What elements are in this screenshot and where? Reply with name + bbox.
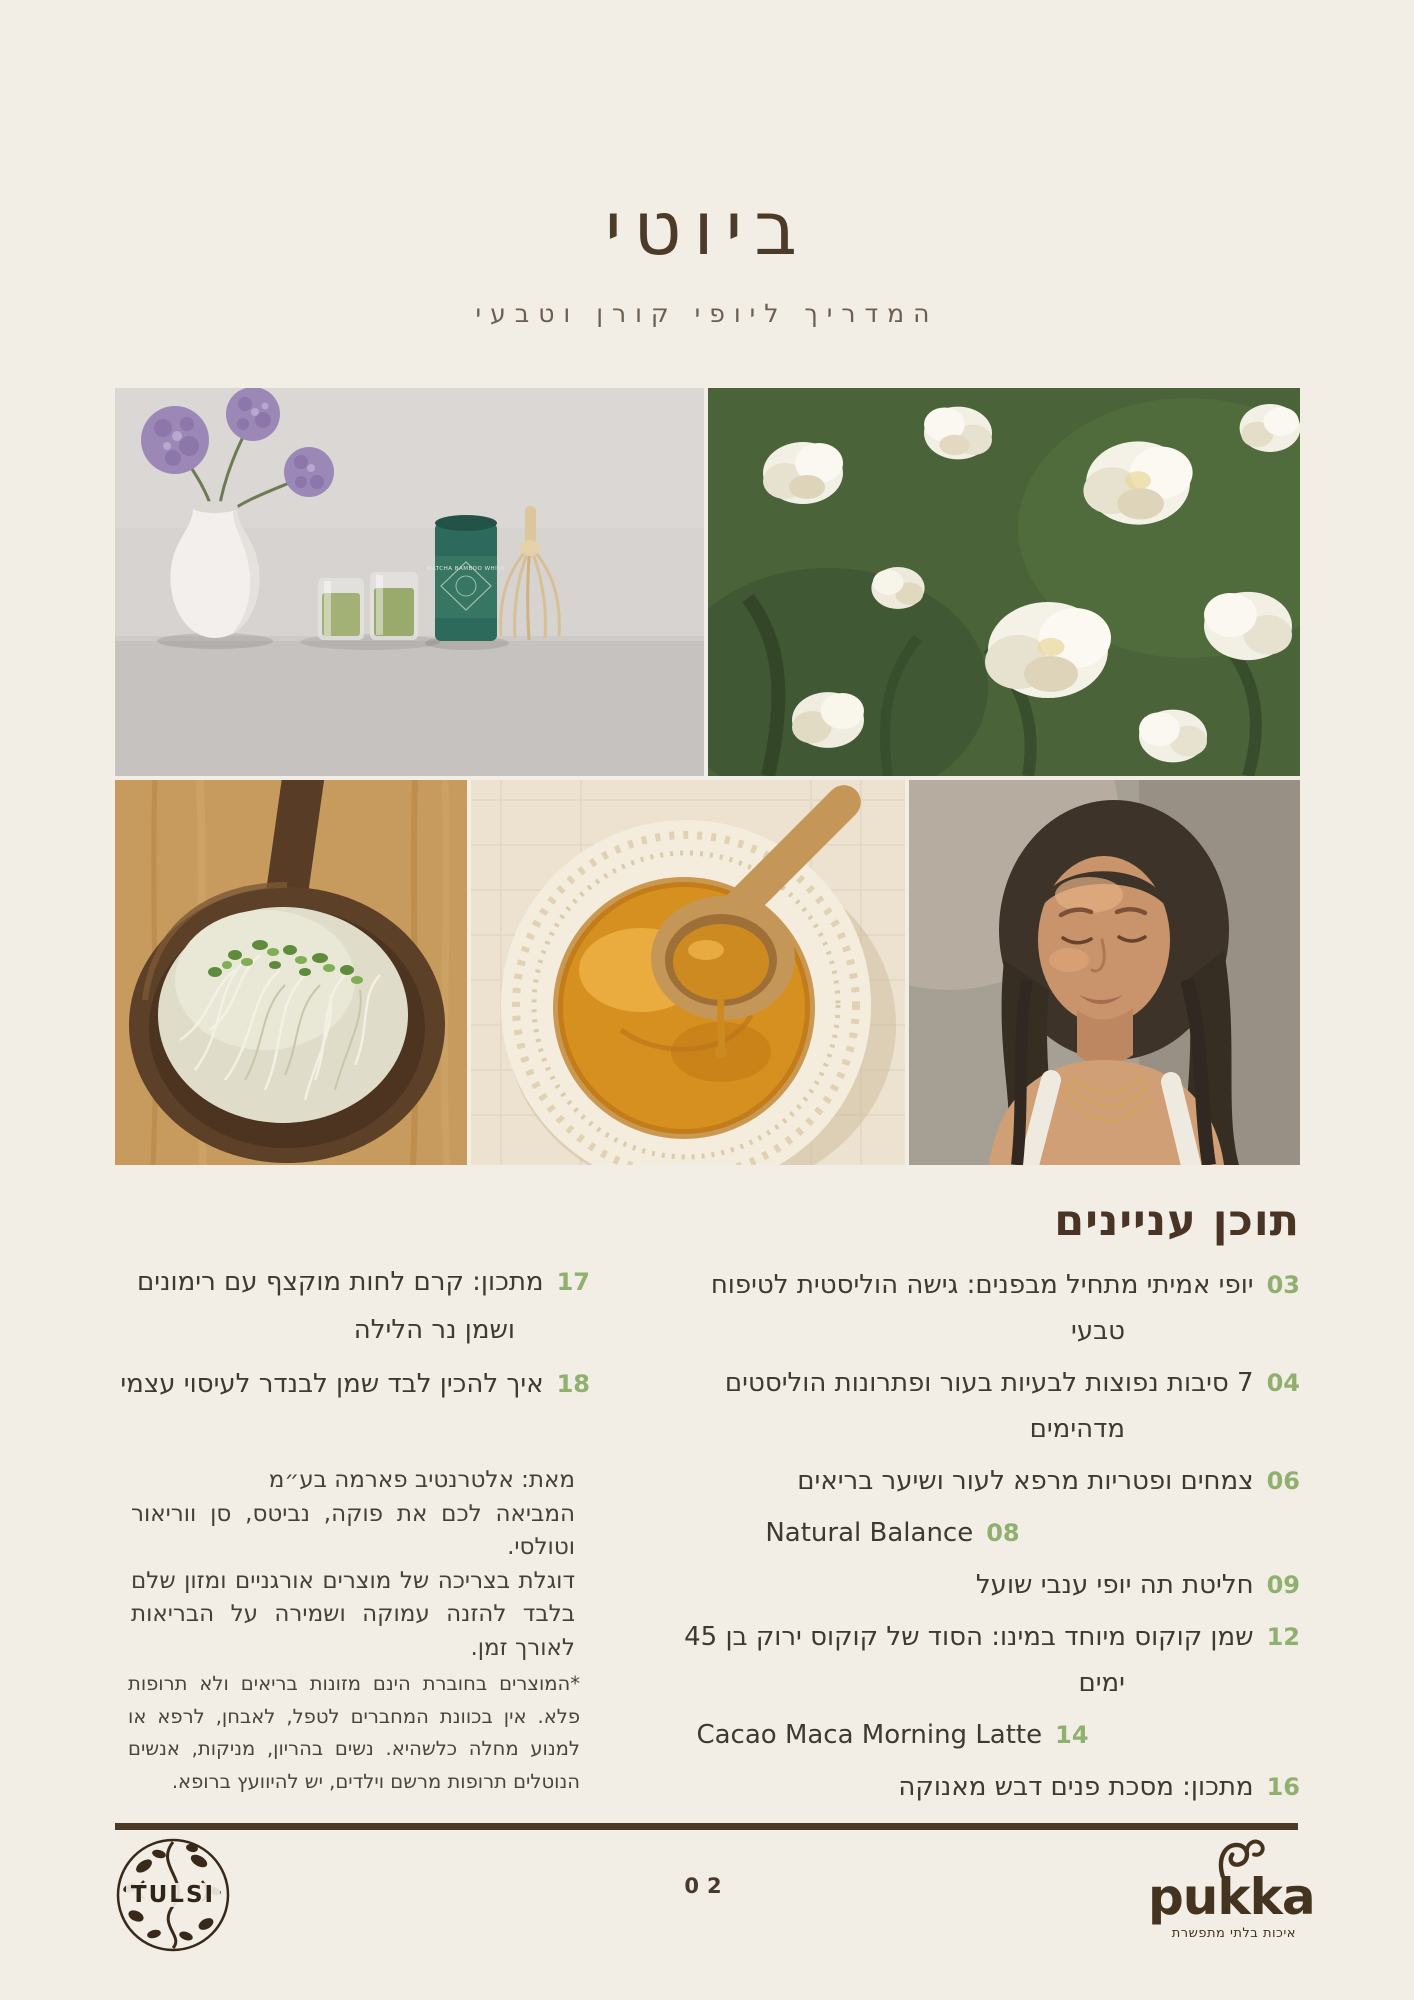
- toc-entry-text: מתכון: מסכת פנים דבש מאנוקה: [898, 1772, 1254, 1802]
- page-number: 02: [684, 1874, 730, 1898]
- toc-entry: [660, 1262, 1300, 1354]
- toc-entry: [660, 1764, 1300, 1810]
- byline: מאת: אלטרנטיב פארמה בע״מ: [268, 1467, 575, 1493]
- toc-entry: [108, 1258, 590, 1354]
- page-title: ביוטי: [604, 186, 810, 272]
- honey-illustration: [471, 780, 905, 1165]
- toc-right-column: [660, 1262, 1300, 1816]
- woman-illustration: [909, 780, 1300, 1165]
- matcha-tin: [427, 515, 506, 641]
- photo-white-tulips: [708, 388, 1300, 776]
- toc-entry-text: Cacao Maca Morning Latte: [696, 1720, 1043, 1750]
- health-disclaimer: *המוצרים בחוברת הינם מזונות בריאים ולא תרופות פלא. אין בכוונת המחברים לטפל, לאבחן, לרפא או למנוע מחלה כלשהיא. נשים בהריון, מניקות, אנשים הנוטלים תרופות מרשם וילדים, יש להיוועץ ברופא.: [128, 1672, 580, 1793]
- toc-entry-text: חליטת תה יופי ענבי שועל: [975, 1570, 1254, 1600]
- toc-entry-text: איך להכין לבד שמן לבנדר לעיסוי עצמי: [120, 1369, 544, 1399]
- credits-line: המביאה לכם את פוקה, נביטס, סן ווריאור וטולסי.: [131, 1500, 575, 1560]
- toc-entry-number: 08: [986, 1519, 1020, 1547]
- publisher-credits: [131, 1464, 575, 1665]
- toc-entry-number: 09: [1266, 1571, 1300, 1599]
- toc-entry-text: Natural Balance: [765, 1518, 974, 1548]
- footer-divider: [115, 1823, 1298, 1830]
- toc-entry-text: צמחים ופטריות מרפא לעור ושיער בריאים: [797, 1466, 1254, 1496]
- toc-entry-number: 12: [1266, 1623, 1300, 1651]
- toc-entry-text: יופי אמיתי מתחיל מבפנים: גישה הוליסטית לטיפוח טבעי: [710, 1270, 1254, 1346]
- tulips-illustration: [708, 388, 1300, 776]
- toc-entry-number: 06: [1266, 1467, 1300, 1495]
- pukka-swirl-icon: [1212, 1838, 1270, 1878]
- toc-entry: [660, 1712, 1300, 1758]
- toc-entry: [660, 1458, 1300, 1504]
- toc-entry-number: 04: [1266, 1369, 1300, 1397]
- toc-entry: [108, 1360, 590, 1408]
- pukka-tagline: איכות בלתי מתפשרת: [1171, 1926, 1296, 1941]
- toc-heading: תוכן עניינים: [1054, 1196, 1300, 1246]
- photo-sprouts-spoon: [115, 780, 467, 1165]
- toc-entry-number: 18: [556, 1370, 590, 1398]
- tulsi-wordmark: TULSI: [130, 1882, 216, 1908]
- pukka-logo: [1148, 1838, 1315, 1941]
- sprouts-illustration: [115, 780, 467, 1165]
- matcha-tin-label: MATCHA BAMBOO WHISK: [426, 566, 506, 572]
- toc-left-column: [108, 1258, 590, 1414]
- photo-vase-matcha: [115, 388, 704, 776]
- sprout-mass: [158, 907, 408, 1123]
- toc-entry-text: שמן קוקוס מיוחד במינו: הסוד של קוקוס ירוק בן 45 ימים: [684, 1622, 1254, 1698]
- page-subtitle: המדריך ליופי קורן וטבעי: [475, 299, 939, 328]
- toc-entry: [660, 1360, 1300, 1452]
- toc-entry-number: 16: [1266, 1773, 1300, 1801]
- toc-entry-number: 14: [1055, 1721, 1089, 1749]
- photo-honey-bowl: [471, 780, 905, 1165]
- pukka-wordmark: pukka: [1148, 1868, 1315, 1926]
- toc-entry-text: 7 סיבות נפוצות לבעיות בעור ופתרונות הוליסטים מדהימים: [724, 1368, 1254, 1444]
- toc-entry-number: 17: [556, 1268, 590, 1296]
- toc-entry-number: 03: [1266, 1271, 1300, 1299]
- toc-entry-text: מתכון: קרם לחות מוקצף עם רימונים ושמן נר הלילה: [137, 1267, 544, 1345]
- toc-entry: [660, 1510, 1300, 1556]
- vase-matcha-illustration: [115, 388, 704, 776]
- toc-entry: [660, 1562, 1300, 1608]
- toc-entry: [660, 1614, 1300, 1706]
- photo-woman-face: [909, 780, 1300, 1165]
- photo-collage: [115, 388, 1300, 1165]
- credits-line: דוגלת בצריכה של מוצרים אורגניים ומזון שלם בלבד להזנה עמוקה ושמירה על הבריאות לאורך זמן.: [131, 1567, 575, 1661]
